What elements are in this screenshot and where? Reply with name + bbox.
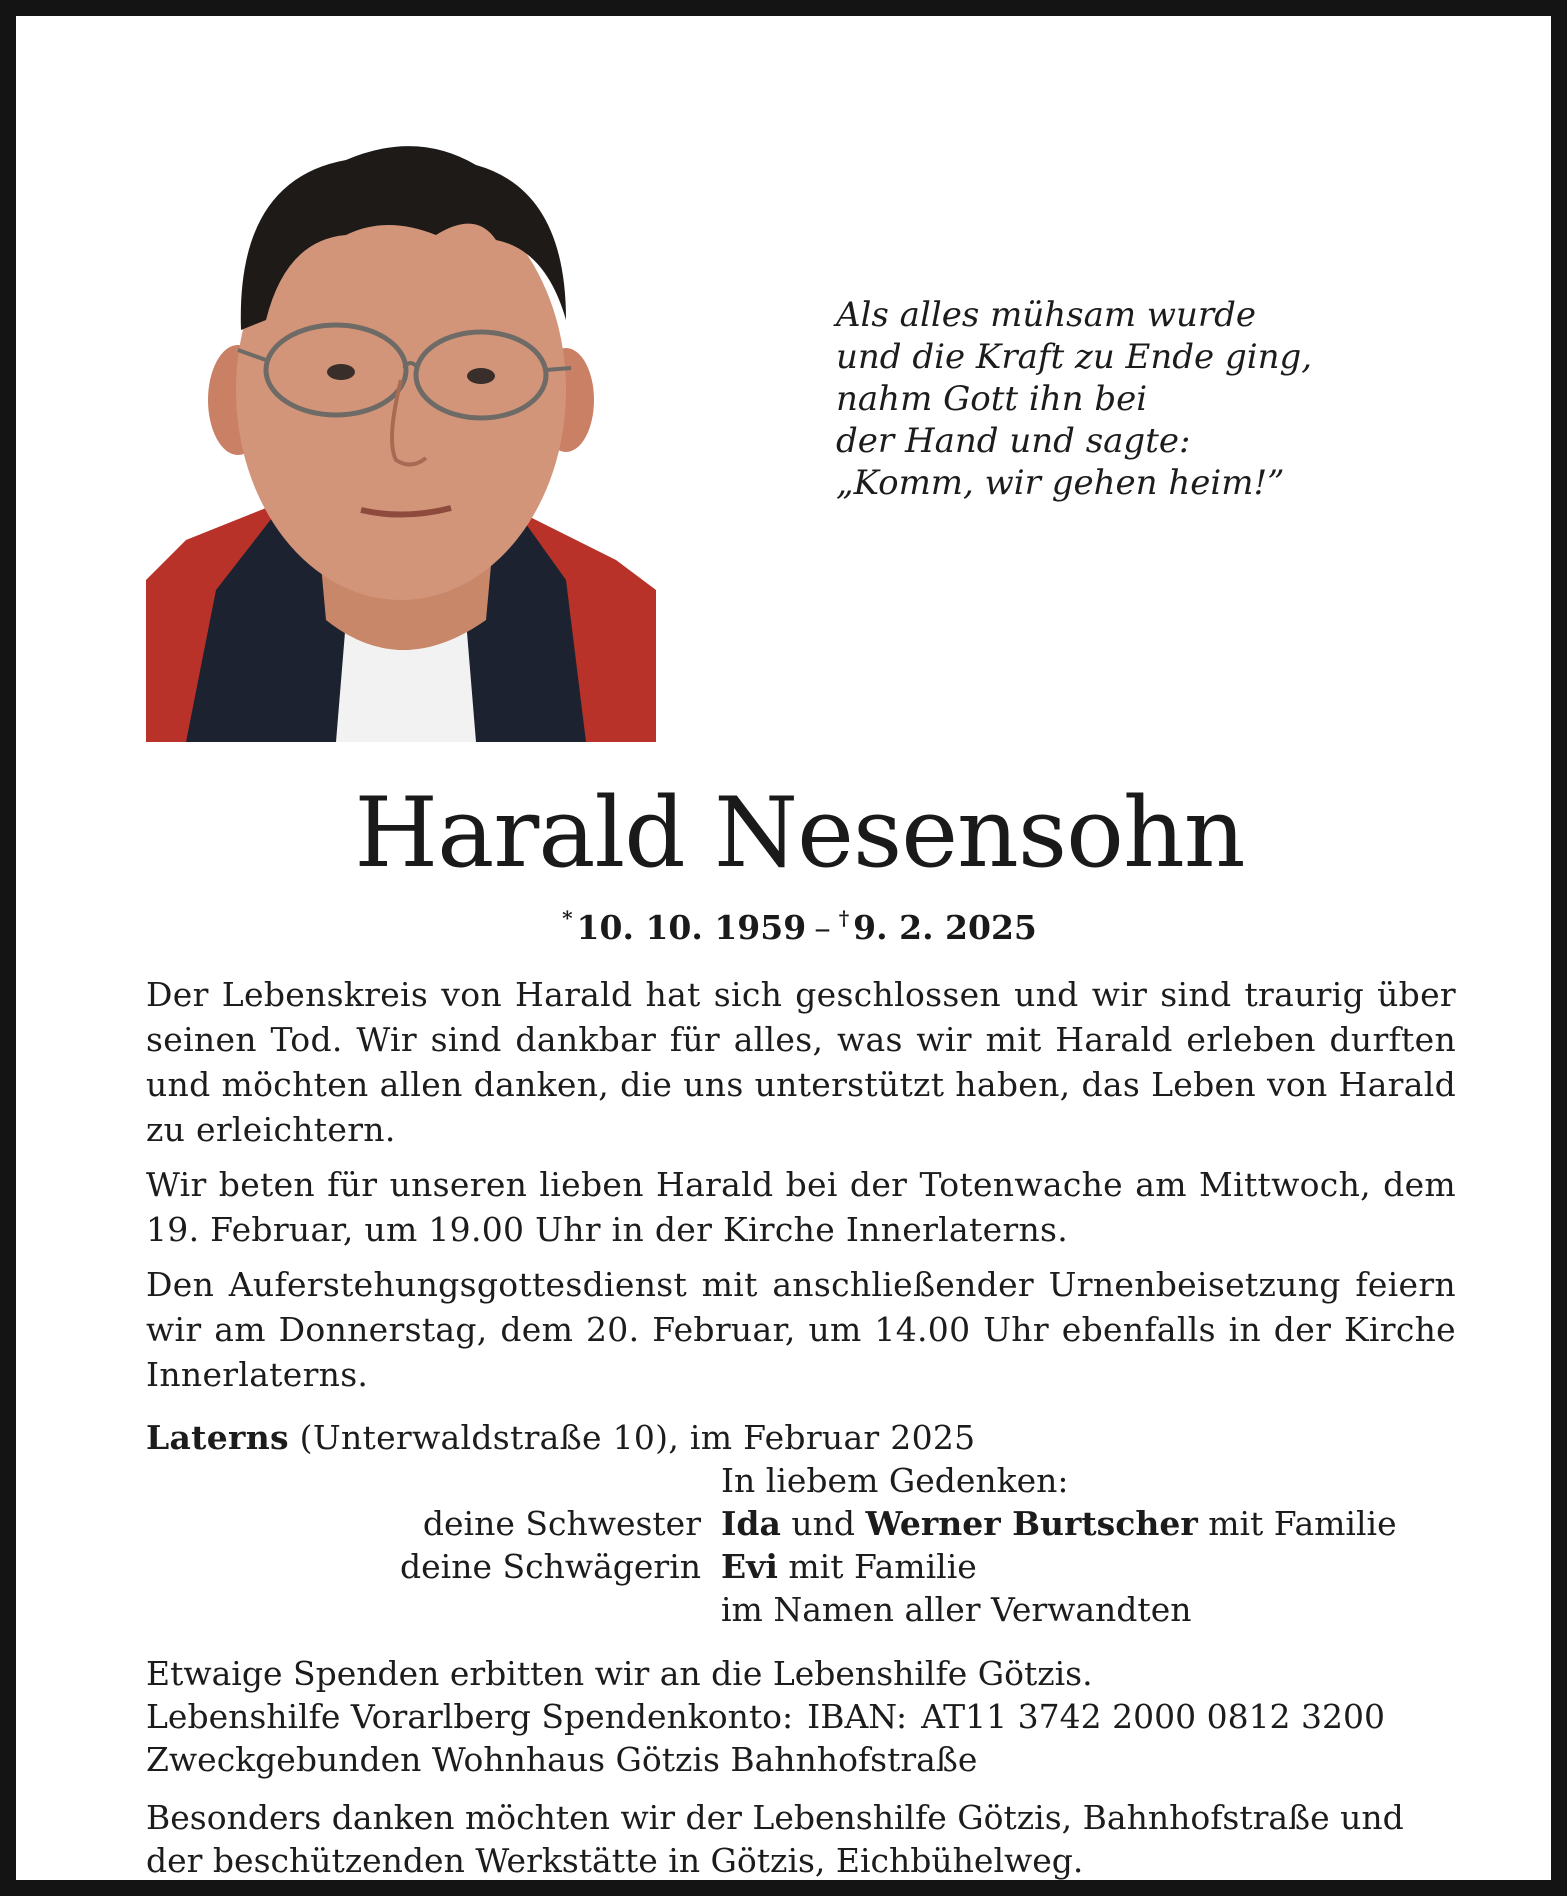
date-separator: – [814, 908, 831, 947]
iban-number: AT11 3742 2000 0812 3200 [921, 1697, 1386, 1736]
name-suffix: mit Familie [1197, 1504, 1397, 1543]
quote-line: und die Kraft zu Ende ging, [836, 337, 1313, 377]
donation-account-line [146, 1695, 1456, 1738]
donation-purpose: Zweckgebunden Wohnhaus Götzis Bahnhofstraße [146, 1740, 978, 1779]
life-dates [16, 898, 1567, 948]
birth-symbol: * [562, 906, 573, 930]
death-date: 9. 2. 2025 [853, 908, 1037, 947]
name-connector: und [780, 1504, 866, 1543]
mourner-names [721, 1545, 977, 1588]
signature-closing: im Namen aller Verwandten [721, 1590, 1192, 1629]
body-paragraph: Den Auferstehungsgottesdienst mit anschließender Urnenbeisetzung feiern wir am Donnerstag, dem 20. Februar, um 14.00 Uhr ebenfalls in der Kirche Innerlaterns. [146, 1265, 1456, 1394]
quote-line: Als alles mühsam wurde [836, 295, 1257, 335]
account-label: Lebenshilfe Vorarlberg Spendenkonto: [146, 1697, 794, 1736]
left-eye [327, 364, 355, 380]
quote-line: „Komm, wir gehen heim!” [836, 463, 1285, 503]
relation-label: deine Schwester [422, 1504, 701, 1543]
iban-label: IBAN: [807, 1697, 908, 1736]
right-eye [467, 368, 495, 384]
mourners-signature [146, 1459, 1456, 1631]
birth-date: 10. 10. 1959 [576, 908, 807, 947]
signature-intro-row [146, 1459, 1456, 1502]
quote-line: nahm Gott ihn bei [836, 379, 1148, 419]
place-rest: (Unterwaldstraße 10), im Februar 2025 [288, 1418, 976, 1457]
donation-info [146, 1652, 1456, 1781]
portrait-illustration [146, 120, 656, 742]
signature-intro: In liebem Gedenken: [721, 1461, 1069, 1500]
memorial-quote [836, 294, 1396, 504]
signature-closing-row [146, 1588, 1456, 1631]
special-thanks [146, 1796, 1456, 1882]
place-name: Laterns [146, 1418, 289, 1457]
relation-label: deine Schwägerin [400, 1547, 701, 1586]
body-paragraph: Der Lebenskreis von Harald hat sich geschlossen und wir sind traurig über seinen Tod. Wir sind dankbar für alles, was wir mit Harald erleben durften und möchten allen danken, die uns unterstützt haben, das Leben von Harald zu erleichtern. [146, 975, 1456, 1149]
glasses-right-arm [546, 368, 571, 370]
signature-row [146, 1545, 1456, 1588]
quote-line: der Hand und sagte: [836, 421, 1191, 461]
mourner-names [721, 1502, 1397, 1545]
thanks-line: der beschützenden Werkstätte in Götzis, Eichbühelweg. [146, 1841, 1084, 1880]
obituary-text [146, 972, 1456, 1470]
name-suffix: mit Familie [777, 1547, 977, 1586]
body-paragraph: Wir beten für unseren lieben Harald bei der Totenwache am Mittwoch, dem 19. Februar, um 19.00 Uhr in der Kirche Innerlaterns. [146, 1165, 1456, 1249]
thanks-line: Besonders danken möchten wir der Lebenshilfe Götzis, Bahnhofstraße und [146, 1798, 1404, 1837]
deceased-name: Harald Nesensohn [354, 777, 1245, 889]
donation-request: Etwaige Spenden erbitten wir an die Lebenshilfe Götzis. [146, 1654, 1093, 1693]
portrait-photo [146, 120, 656, 742]
place-date-line [146, 1415, 1456, 1460]
mourner-name: Werner Burtscher [865, 1504, 1198, 1543]
death-symbol: † [838, 906, 850, 930]
mourner-name: Evi [721, 1547, 778, 1586]
signature-row [146, 1502, 1456, 1545]
mourner-name: Ida [721, 1504, 781, 1543]
